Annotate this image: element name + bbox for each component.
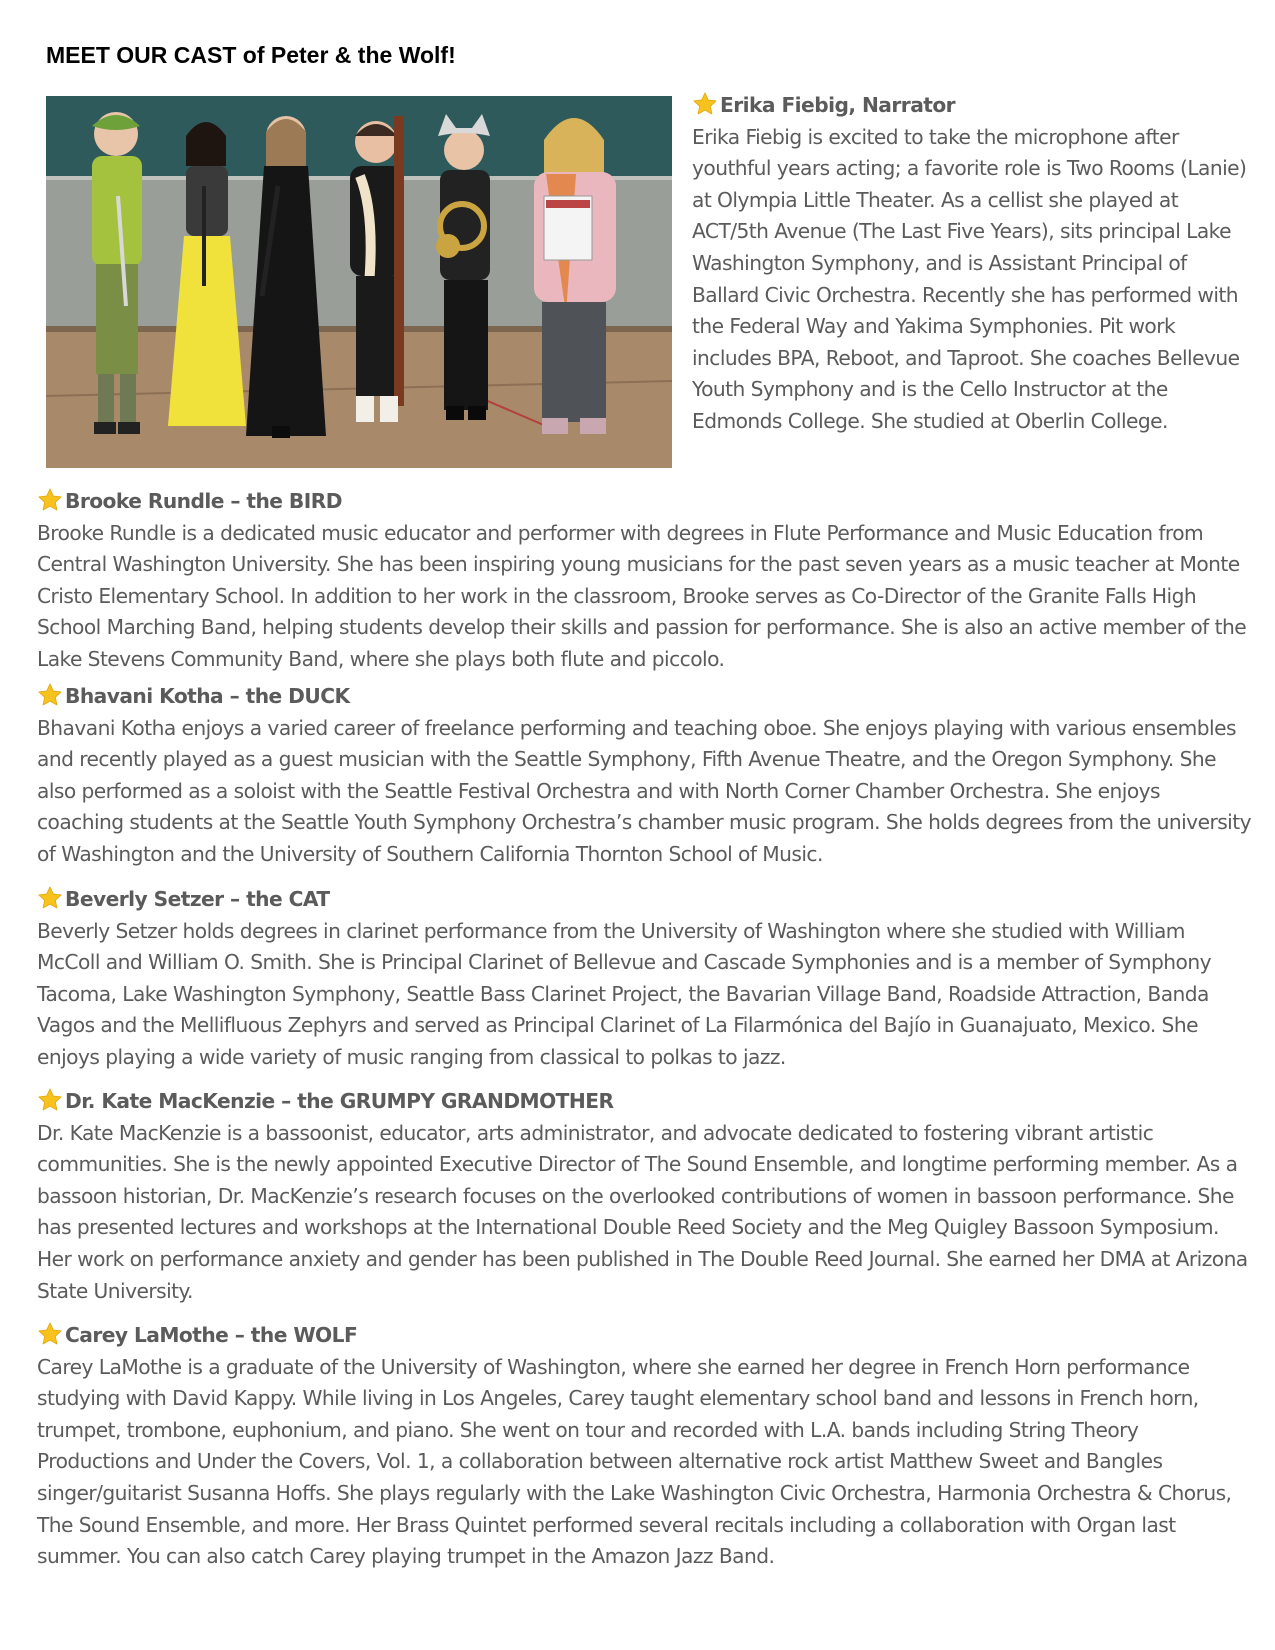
cast-bio: Brooke Rundle is a dedicated music educator and performer with degrees in Flute Performance and Music Education from Central Washington University. She has been inspiring young musicians for the past seven years as a music teacher at Monte Cristo Elementary School. In addition to her work in the classroom, Brooke serves as Co-Director of the Granite Falls High School Marching Band, helping students develop their skills and passion for performance. She is also an active member of the Lake Stevens Community Band, where she plays both flute and piccolo. [37, 520, 1247, 671]
cast-entry-cat [37, 884, 1252, 1074]
cast-entry-bird [37, 486, 1252, 676]
star-icon [692, 91, 718, 117]
cast-bio: Bhavani Kotha enjoys a varied career of freelance performing and teaching oboe. She enjoys playing with various ensembles and recently played as a guest musician with the Seattle Symphony, Fifth Avenue Theatre, and the Oregon Symphony. She also performed as a soloist with the Seattle Festival Orchestra and with North Corner Chamber Orchestra. She enjoys coaching students at the Seattle Youth Symphony Orchestra’s chamber music program. She holds degrees from the university of Washington and the University of Southern California Thornton School of Music. [37, 715, 1251, 866]
star-icon [37, 1087, 63, 1113]
cast-name-text: Brooke Rundle – the BIRD [65, 489, 342, 513]
cast-bio: Erika Fiebig is excited to take the microphone after youthful years acting; a favorite role is Two Rooms (Lanie) at Olympia Little Theater. As a cellist she played at ACT/5th Avenue (The Last Five Years), sits principal Lake Washington Symphony, and is Assistant Principal of Ballard Civic Orchestra. Recently she has performed with the Federal Way and Yakima Symphonies. Pit work includes BPA, Reboot, and Taproot. She coaches Bellevue Youth Symphony and is the Cello Instructor at the Edmonds College. She studied at Oberlin College. [692, 124, 1247, 433]
cast-name [37, 681, 1252, 713]
cast-name-text: Bhavani Kotha – the DUCK [65, 684, 350, 708]
cast-name-text: Beverly Setzer – the CAT [65, 887, 330, 911]
cast-entry-narrator [692, 90, 1252, 438]
cast-photo [46, 96, 672, 468]
star-icon [37, 487, 63, 513]
cast-name [692, 90, 1252, 122]
cast-entry-duck [37, 681, 1252, 871]
cast-name [37, 486, 1252, 518]
cast-name-text: Dr. Kate MacKenzie – the GRUMPY GRANDMOTHER [65, 1089, 614, 1113]
cast-name-text: Carey LaMothe – the WOLF [65, 1323, 358, 1347]
star-icon [37, 1321, 63, 1347]
star-icon [37, 885, 63, 911]
person-narrator [534, 118, 616, 434]
cast-bio: Beverly Setzer holds degrees in clarinet performance from the University of Washington where she studied with William McColl and William O. Smith. She is Principal Clarinet of Bellevue and Cascade Symphonies and is a member of Symphony Tacoma, Lake Washington Symphony, Seattle Bass Clarinet Project, the Bavarian Village Band, Roadside Attraction, Banda Vagos and the Mellifluous Zephyrs and served as Principal Clarinet of La Filarmónica del Bajío in Guanajuato, Mexico. She enjoys playing a wide variety of music ranging from classical to polkas to jazz. [37, 918, 1211, 1069]
cast-entry-wolf [37, 1320, 1252, 1573]
cast-entry-grandmother [37, 1086, 1252, 1307]
page-title: MEET OUR CAST of Peter & the Wolf! [46, 42, 456, 68]
cast-name [37, 1320, 1252, 1352]
cast-bio: Carey LaMothe is a graduate of the University of Washington, where she earned her degree in French Horn performance studying with David Kappy. While living in Los Angeles, Carey taught elementary school band and lessons in French horn, trumpet, trombone, euphonium, and piano. She went on tour and recorded with L.A. bands including String Theory Productions and Under the Covers, Vol. 1, a collaboration between alternative rock artist Matthew Sweet and Bangles singer/guitarist Susanna Hoffs. She plays regularly with the Lake Washington Civic Orchestra, Harmonia Orchestra & Chorus, The Sound Ensemble, and more. Her Brass Quintet performed several recitals including a collaboration with Organ last summer. You can also catch Carey playing trumpet in the Amazon Jazz Band. [37, 1354, 1232, 1569]
cast-name-text: Erika Fiebig, Narrator [720, 93, 956, 117]
cast-name [37, 884, 1252, 916]
cast-name [37, 1086, 1252, 1118]
star-icon [37, 682, 63, 708]
cast-bio: Dr. Kate MacKenzie is a bassoonist, educator, arts administrator, and advocate dedicated to fostering vibrant artistic communities. She is the newly appointed Executive Director of The Sound Ensemble, and longtime performing member. As a bassoon historian, Dr. MacKenzie’s research focuses on the overlooked contributions of women in bassoon performance. She has presented lectures and workshops at the International Double Reed Society and the Meg Quigley Bassoon Symposium. Her work on performance anxiety and gender has been published in The Double Reed Journal. She earned her DMA at Arizona State University. [37, 1120, 1248, 1303]
